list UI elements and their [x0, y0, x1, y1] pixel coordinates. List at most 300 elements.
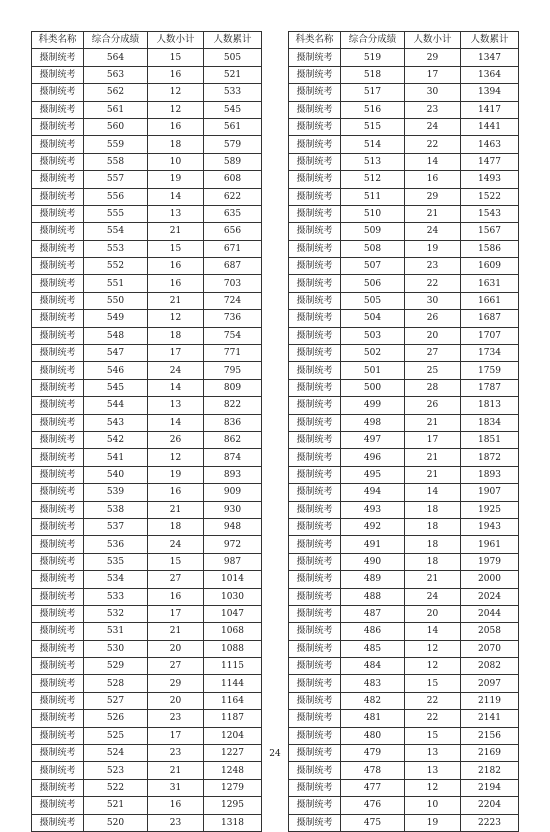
cell-count: 21: [405, 414, 461, 431]
table-row: [32, 84, 262, 101]
cell-cumulative: 1295: [204, 797, 262, 814]
cell-count: 19: [148, 466, 204, 483]
cell-cumulative: 608: [204, 171, 262, 188]
cell-score: 516: [341, 101, 405, 118]
cell-category: 摄制统考: [32, 588, 84, 605]
cell-category: 摄制统考: [32, 797, 84, 814]
table-row: [32, 258, 262, 275]
cell-score: 490: [341, 553, 405, 570]
cell-score: 546: [84, 362, 148, 379]
table-row: [32, 223, 262, 240]
cell-score: 476: [341, 797, 405, 814]
cell-cumulative: 1961: [461, 536, 519, 553]
cell-category: 摄制统考: [32, 762, 84, 779]
cell-category: 摄制统考: [32, 379, 84, 396]
cell-score: 498: [341, 414, 405, 431]
cell-count: 21: [148, 623, 204, 640]
cell-score: 521: [84, 797, 148, 814]
cell-cumulative: 1543: [461, 205, 519, 222]
cell-count: 12: [148, 101, 204, 118]
cell-score: 548: [84, 327, 148, 344]
cell-count: 15: [148, 553, 204, 570]
cell-count: 24: [405, 588, 461, 605]
cell-count: 13: [148, 205, 204, 222]
cell-score: 477: [341, 779, 405, 796]
table-row: [289, 397, 519, 414]
header-score: 综合分成绩: [84, 32, 148, 49]
cell-score: 486: [341, 623, 405, 640]
cell-category: 摄制统考: [32, 710, 84, 727]
table-row: [289, 345, 519, 362]
table-row: [32, 692, 262, 709]
cell-category: 摄制统考: [289, 240, 341, 257]
table-row: [32, 292, 262, 309]
cell-count: 17: [148, 605, 204, 622]
cell-count: 15: [148, 49, 204, 66]
table-header-row: [289, 32, 519, 49]
cell-count: 29: [405, 188, 461, 205]
table-row: [289, 623, 519, 640]
cell-count: 14: [148, 188, 204, 205]
cell-cumulative: 533: [204, 84, 262, 101]
cell-count: 16: [148, 797, 204, 814]
cell-count: 12: [148, 449, 204, 466]
cell-cumulative: 736: [204, 310, 262, 327]
cell-category: 摄制统考: [32, 501, 84, 518]
table-row: [289, 501, 519, 518]
cell-cumulative: 1759: [461, 362, 519, 379]
score-table-right: [288, 31, 519, 832]
cell-category: 摄制统考: [289, 345, 341, 362]
cell-score: 483: [341, 675, 405, 692]
table-row: [289, 171, 519, 188]
cell-count: 23: [405, 101, 461, 118]
cell-category: 摄制统考: [289, 310, 341, 327]
cell-score: 517: [341, 84, 405, 101]
cell-count: 24: [405, 118, 461, 135]
cell-cumulative: 589: [204, 153, 262, 170]
table-row: [289, 118, 519, 135]
cell-cumulative: 2223: [461, 814, 519, 831]
table-row: [289, 414, 519, 431]
cell-score: 484: [341, 658, 405, 675]
cell-cumulative: 2070: [461, 640, 519, 657]
cell-category: 摄制统考: [32, 49, 84, 66]
cell-score: 550: [84, 292, 148, 309]
header-category: 科类名称: [32, 32, 84, 49]
table-row: [32, 118, 262, 135]
table-row: [289, 484, 519, 501]
cell-cumulative: 561: [204, 118, 262, 135]
cell-cumulative: 1318: [204, 814, 262, 831]
table-row: [289, 153, 519, 170]
cell-count: 27: [148, 571, 204, 588]
table-row: [32, 553, 262, 570]
cell-category: 摄制统考: [289, 518, 341, 535]
cell-score: 495: [341, 466, 405, 483]
cell-score: 556: [84, 188, 148, 205]
table-row: [32, 797, 262, 814]
header-count: 人数小计: [405, 32, 461, 49]
table-row: [32, 310, 262, 327]
cell-category: 摄制统考: [289, 431, 341, 448]
table-row: [32, 762, 262, 779]
table-row: [289, 605, 519, 622]
header-score: 综合分成绩: [341, 32, 405, 49]
cell-category: 摄制统考: [289, 101, 341, 118]
table-row: [32, 327, 262, 344]
cell-score: 499: [341, 397, 405, 414]
cell-category: 摄制统考: [289, 536, 341, 553]
cell-score: 519: [341, 49, 405, 66]
cell-cumulative: 521: [204, 66, 262, 83]
cell-category: 摄制统考: [32, 258, 84, 275]
cell-score: 544: [84, 397, 148, 414]
cell-score: 561: [84, 101, 148, 118]
cell-count: 16: [148, 118, 204, 135]
cell-count: 16: [405, 171, 461, 188]
cell-category: 摄制统考: [32, 727, 84, 744]
cell-score: 505: [341, 292, 405, 309]
header-cumulative: 人数累计: [461, 32, 519, 49]
cell-category: 摄制统考: [32, 310, 84, 327]
table-row: [32, 397, 262, 414]
cell-category: 摄制统考: [32, 205, 84, 222]
table-row: [289, 258, 519, 275]
cell-score: 560: [84, 118, 148, 135]
table-row: [289, 640, 519, 657]
cell-score: 496: [341, 449, 405, 466]
cell-score: 523: [84, 762, 148, 779]
cell-score: 555: [84, 205, 148, 222]
cell-category: 摄制统考: [289, 171, 341, 188]
cell-score: 488: [341, 588, 405, 605]
cell-score: 511: [341, 188, 405, 205]
cell-cumulative: 1979: [461, 553, 519, 570]
cell-cumulative: 2194: [461, 779, 519, 796]
cell-count: 18: [405, 536, 461, 553]
cell-cumulative: 671: [204, 240, 262, 257]
cell-score: 489: [341, 571, 405, 588]
cell-cumulative: 622: [204, 188, 262, 205]
page-number: 24: [269, 749, 281, 759]
cell-cumulative: 1907: [461, 484, 519, 501]
cell-score: 531: [84, 623, 148, 640]
cell-cumulative: 1030: [204, 588, 262, 605]
table-row: [32, 431, 262, 448]
cell-cumulative: 1441: [461, 118, 519, 135]
table-row: [289, 727, 519, 744]
cell-cumulative: 2058: [461, 623, 519, 640]
cell-category: 摄制统考: [32, 623, 84, 640]
cell-category: 摄制统考: [32, 431, 84, 448]
cell-category: 摄制统考: [32, 605, 84, 622]
cell-score: 480: [341, 727, 405, 744]
cell-count: 24: [148, 536, 204, 553]
cell-category: 摄制统考: [289, 84, 341, 101]
cell-category: 摄制统考: [289, 466, 341, 483]
cell-cumulative: 2169: [461, 745, 519, 762]
cell-cumulative: 948: [204, 518, 262, 535]
cell-count: 24: [405, 223, 461, 240]
cell-count: 27: [405, 345, 461, 362]
cell-count: 25: [405, 362, 461, 379]
cell-score: 475: [341, 814, 405, 831]
cell-score: 558: [84, 153, 148, 170]
cell-count: 17: [148, 727, 204, 744]
table-row: [289, 449, 519, 466]
table-row: [32, 501, 262, 518]
cell-score: 538: [84, 501, 148, 518]
cell-category: 摄制统考: [289, 553, 341, 570]
cell-count: 13: [405, 762, 461, 779]
cell-cumulative: 2119: [461, 692, 519, 709]
cell-score: 502: [341, 345, 405, 362]
cell-score: 479: [341, 745, 405, 762]
cell-category: 摄制统考: [289, 136, 341, 153]
cell-category: 摄制统考: [32, 84, 84, 101]
cell-category: 摄制统考: [32, 449, 84, 466]
cell-category: 摄制统考: [32, 484, 84, 501]
cell-score: 535: [84, 553, 148, 570]
cell-cumulative: 1787: [461, 379, 519, 396]
cell-score: 529: [84, 658, 148, 675]
cell-cumulative: 1687: [461, 310, 519, 327]
cell-count: 21: [405, 571, 461, 588]
cell-count: 21: [405, 205, 461, 222]
cell-category: 摄制统考: [289, 205, 341, 222]
cell-count: 19: [405, 814, 461, 831]
cell-category: 摄制统考: [32, 518, 84, 535]
cell-cumulative: 579: [204, 136, 262, 153]
table-row: [289, 658, 519, 675]
cell-cumulative: 2204: [461, 797, 519, 814]
table-row: [32, 640, 262, 657]
cell-category: 摄制统考: [289, 153, 341, 170]
cell-count: 18: [405, 501, 461, 518]
cell-cumulative: 1872: [461, 449, 519, 466]
cell-count: 13: [405, 745, 461, 762]
table-row: [289, 240, 519, 257]
cell-cumulative: 1347: [461, 49, 519, 66]
cell-score: 493: [341, 501, 405, 518]
cell-count: 30: [405, 292, 461, 309]
cell-count: 21: [148, 292, 204, 309]
cell-count: 14: [148, 414, 204, 431]
cell-count: 20: [148, 640, 204, 657]
cell-cumulative: 1204: [204, 727, 262, 744]
cell-cumulative: 930: [204, 501, 262, 518]
cell-score: 491: [341, 536, 405, 553]
cell-count: 18: [148, 136, 204, 153]
table-row: [32, 779, 262, 796]
cell-category: 摄制统考: [289, 258, 341, 275]
cell-category: 摄制统考: [32, 240, 84, 257]
cell-score: 524: [84, 745, 148, 762]
cell-cumulative: 1068: [204, 623, 262, 640]
cell-cumulative: 1851: [461, 431, 519, 448]
cell-cumulative: 2024: [461, 588, 519, 605]
cell-cumulative: 1834: [461, 414, 519, 431]
cell-category: 摄制统考: [289, 66, 341, 83]
cell-score: 494: [341, 484, 405, 501]
cell-score: 482: [341, 692, 405, 709]
cell-category: 摄制统考: [289, 49, 341, 66]
cell-category: 摄制统考: [289, 327, 341, 344]
table-row: [289, 223, 519, 240]
cell-count: 19: [148, 171, 204, 188]
cell-count: 26: [405, 310, 461, 327]
table-row: [32, 171, 262, 188]
cell-cumulative: 771: [204, 345, 262, 362]
cell-category: 摄制统考: [289, 188, 341, 205]
cell-count: 21: [405, 449, 461, 466]
cell-count: 16: [148, 484, 204, 501]
table-row: [32, 101, 262, 118]
cell-category: 摄制统考: [32, 675, 84, 692]
table-row: [289, 84, 519, 101]
cell-category: 摄制统考: [289, 397, 341, 414]
cell-category: 摄制统考: [289, 675, 341, 692]
cell-category: 摄制统考: [32, 66, 84, 83]
cell-category: 摄制统考: [289, 779, 341, 796]
cell-cumulative: 1187: [204, 710, 262, 727]
cell-category: 摄制统考: [32, 292, 84, 309]
cell-count: 16: [148, 275, 204, 292]
cell-category: 摄制统考: [32, 571, 84, 588]
cell-score: 525: [84, 727, 148, 744]
cell-score: 512: [341, 171, 405, 188]
table-row: [32, 362, 262, 379]
table-row: [289, 536, 519, 553]
cell-count: 16: [148, 258, 204, 275]
table-row: [289, 101, 519, 118]
table-row: [289, 571, 519, 588]
cell-count: 21: [405, 466, 461, 483]
cell-cumulative: 1661: [461, 292, 519, 309]
cell-count: 20: [148, 692, 204, 709]
cell-category: 摄制统考: [32, 779, 84, 796]
cell-count: 22: [405, 275, 461, 292]
table-row: [289, 797, 519, 814]
cell-score: 541: [84, 449, 148, 466]
table-row: [289, 49, 519, 66]
cell-count: 14: [405, 623, 461, 640]
cell-cumulative: 987: [204, 553, 262, 570]
table-row: [289, 310, 519, 327]
cell-score: 553: [84, 240, 148, 257]
cell-cumulative: 1734: [461, 345, 519, 362]
cell-category: 摄制统考: [32, 136, 84, 153]
cell-cumulative: 2097: [461, 675, 519, 692]
cell-score: 520: [84, 814, 148, 831]
table-row: [32, 188, 262, 205]
cell-cumulative: 795: [204, 362, 262, 379]
table-row: [32, 605, 262, 622]
cell-category: 摄制统考: [32, 101, 84, 118]
cell-cumulative: 2141: [461, 710, 519, 727]
cell-cumulative: 1813: [461, 397, 519, 414]
cell-cumulative: 703: [204, 275, 262, 292]
cell-cumulative: 909: [204, 484, 262, 501]
cell-score: 497: [341, 431, 405, 448]
cell-cumulative: 1586: [461, 240, 519, 257]
cell-category: 摄制统考: [32, 223, 84, 240]
cell-cumulative: 1144: [204, 675, 262, 692]
cell-cumulative: 2000: [461, 571, 519, 588]
cell-category: 摄制统考: [289, 223, 341, 240]
cell-count: 20: [405, 605, 461, 622]
cell-count: 12: [148, 84, 204, 101]
cell-count: 27: [148, 658, 204, 675]
cell-category: 摄制统考: [32, 345, 84, 362]
cell-category: 摄制统考: [289, 501, 341, 518]
cell-score: 510: [341, 205, 405, 222]
cell-category: 摄制统考: [289, 362, 341, 379]
cell-cumulative: 1248: [204, 762, 262, 779]
cell-score: 513: [341, 153, 405, 170]
cell-category: 摄制统考: [32, 397, 84, 414]
table-row: [289, 292, 519, 309]
table-row: [32, 710, 262, 727]
cell-cumulative: 635: [204, 205, 262, 222]
table-row: [32, 49, 262, 66]
cell-category: 摄制统考: [32, 692, 84, 709]
cell-cumulative: 1417: [461, 101, 519, 118]
cell-count: 21: [148, 223, 204, 240]
cell-category: 摄制统考: [32, 118, 84, 135]
cell-score: 564: [84, 49, 148, 66]
cell-category: 摄制统考: [32, 362, 84, 379]
cell-score: 537: [84, 518, 148, 535]
cell-cumulative: 1477: [461, 153, 519, 170]
cell-score: 551: [84, 275, 148, 292]
cell-category: 摄制统考: [289, 275, 341, 292]
cell-cumulative: 724: [204, 292, 262, 309]
cell-score: 563: [84, 66, 148, 83]
cell-score: 539: [84, 484, 148, 501]
cell-cumulative: 972: [204, 536, 262, 553]
table-row: [32, 814, 262, 831]
cell-category: 摄制统考: [32, 275, 84, 292]
table-row: [32, 571, 262, 588]
table-row: [289, 379, 519, 396]
table-row: [32, 136, 262, 153]
cell-cumulative: 505: [204, 49, 262, 66]
table-row: [289, 675, 519, 692]
cell-count: 24: [148, 362, 204, 379]
cell-cumulative: 836: [204, 414, 262, 431]
cell-count: 10: [405, 797, 461, 814]
cell-cumulative: 1364: [461, 66, 519, 83]
cell-cumulative: 1088: [204, 640, 262, 657]
cell-category: 摄制统考: [32, 153, 84, 170]
cell-score: 534: [84, 571, 148, 588]
table-row: [32, 588, 262, 605]
cell-count: 14: [148, 379, 204, 396]
cell-cumulative: 754: [204, 327, 262, 344]
cell-count: 14: [405, 153, 461, 170]
cell-cumulative: 862: [204, 431, 262, 448]
cell-score: 552: [84, 258, 148, 275]
cell-count: 29: [148, 675, 204, 692]
cell-cumulative: 893: [204, 466, 262, 483]
cell-count: 10: [148, 153, 204, 170]
table-row: [32, 379, 262, 396]
cell-score: 478: [341, 762, 405, 779]
cell-category: 摄制统考: [32, 414, 84, 431]
table-row: [289, 188, 519, 205]
